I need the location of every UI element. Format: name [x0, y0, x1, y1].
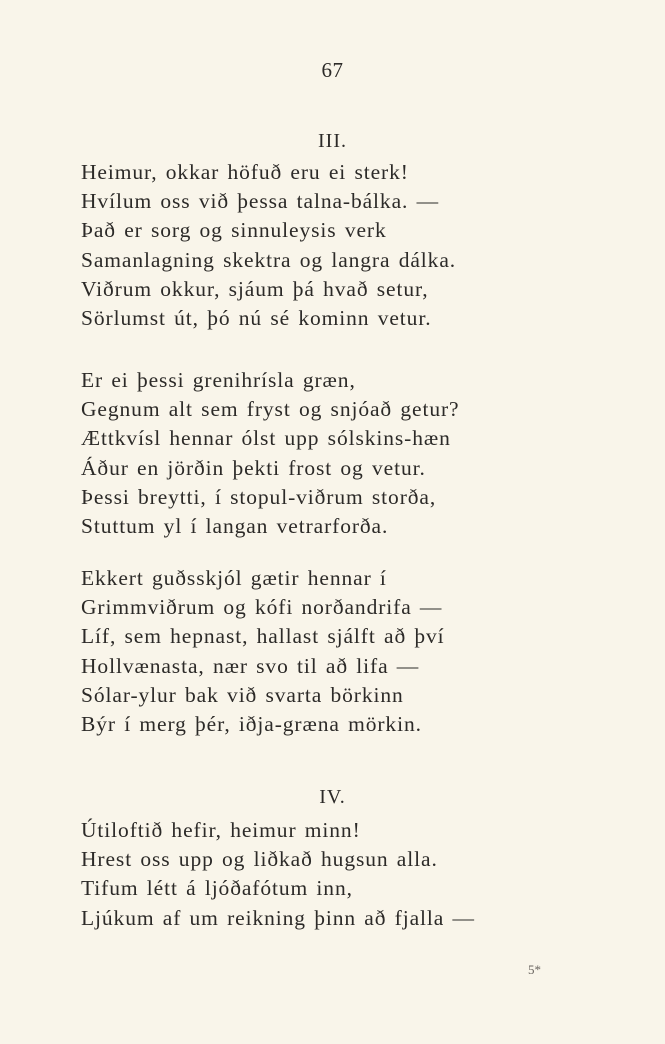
stanza-2	[81, 366, 459, 541]
poem-line: Líf, sem hepnast, hallast sjálft að því	[81, 624, 445, 649]
poem-line: Ættkvísl hennar ólst upp sólskins-hæn	[81, 426, 451, 451]
poem-line: Samanlagning skektra og langra dálka.	[81, 247, 457, 272]
poem-line: Hrest oss upp og liðkað hugsun alla.	[81, 847, 438, 872]
poem-line: Sörlumst út, þó nú sé kominn vetur.	[81, 306, 432, 331]
poem-line: Hollvænasta, nær svo til að lifa —	[81, 653, 420, 678]
poem-line: Stuttum yl í langan vetrarforða.	[81, 514, 389, 539]
stanza-1	[81, 158, 456, 333]
poem-line: Það er sorg og sinnuleysis verk	[81, 218, 387, 243]
poem-line: Grimmviðrum og kófi norðandrifa —	[81, 595, 443, 620]
poem-line: Ljúkum af um reikning þinn að fjalla —	[81, 905, 475, 930]
poem-line: Tifum létt á ljóðafótum inn,	[81, 876, 353, 901]
page-number: 67	[321, 58, 344, 82]
stanza-4	[81, 816, 475, 933]
poem-line: Sólar-ylur bak við svarta börkinn	[81, 682, 404, 707]
poem-line: Heimur, okkar höfuð eru ei sterk!	[81, 160, 409, 184]
poem-line: Hvílum oss við þessa talna-bálka. —	[81, 189, 439, 214]
section-heading-iii: III.	[318, 130, 347, 152]
printer-signature-mark: 5*	[528, 962, 541, 977]
section-heading-iv: IV.	[319, 786, 346, 808]
poem-line: Ekkert guðsskjól gætir hennar í	[81, 566, 387, 590]
poem-line: Viðrum okkur, sjáum þá hvað setur,	[81, 276, 429, 301]
poem-line: Býr í merg þér, iðja-græna mörkin.	[81, 712, 422, 737]
poem-line: Er ei þessi grenihrísla græn,	[81, 368, 356, 392]
poem-line: Útiloftið hefir, heimur minn!	[81, 818, 361, 842]
poem-line: Þessi breytti, í stopul-viðrum storða,	[81, 484, 437, 509]
poem-line: Gegnum alt sem fryst og snjóað getur?	[81, 397, 460, 422]
stanza-3	[81, 564, 445, 739]
poem-line: Áður en jörðin þekti frost og vetur.	[81, 455, 426, 480]
